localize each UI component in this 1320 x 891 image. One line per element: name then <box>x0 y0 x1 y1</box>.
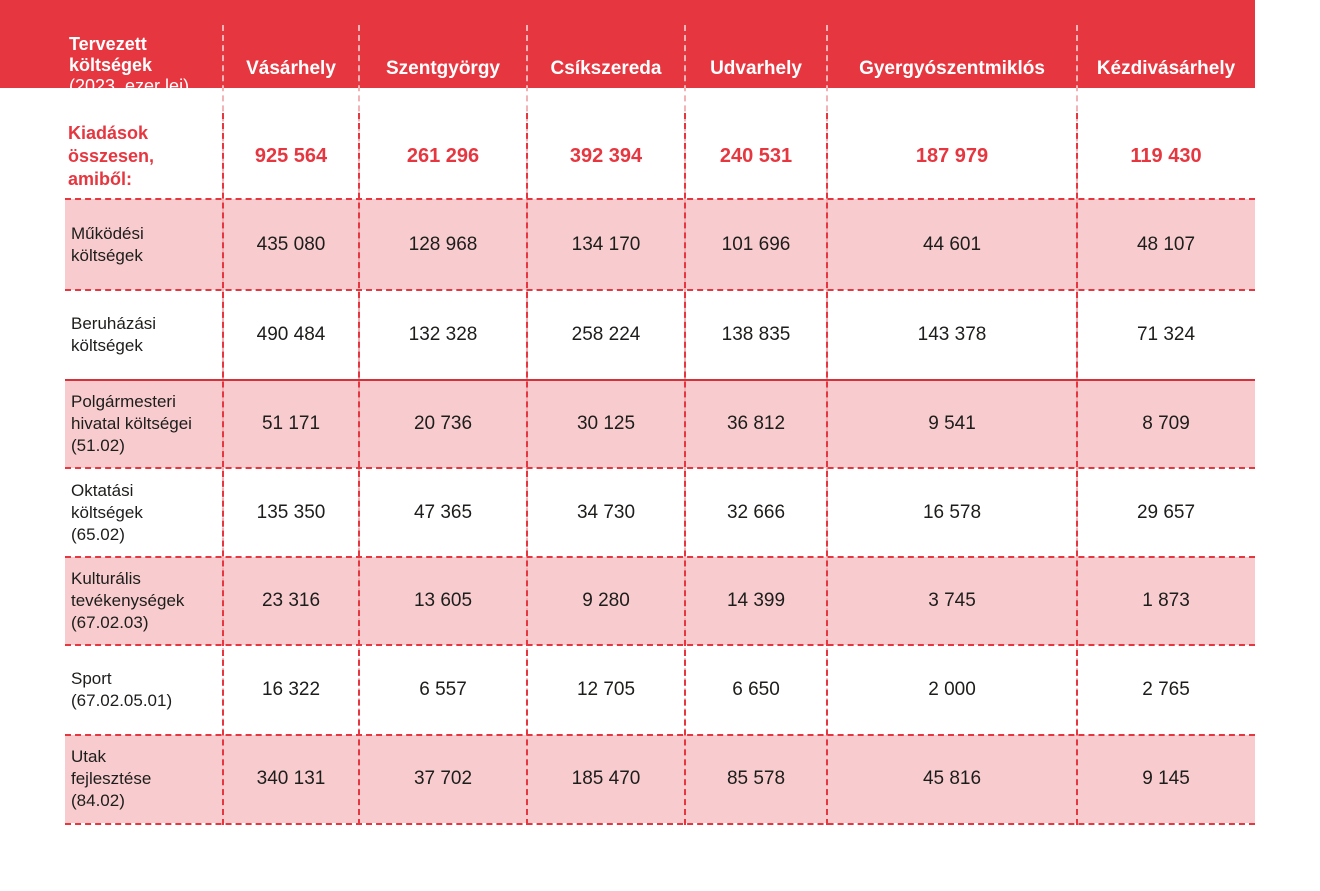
total-value: 392 394 <box>569 144 643 167</box>
total-label: Kiadások összesen, amiből: <box>68 122 155 189</box>
table-cell: 6 650 <box>732 679 780 700</box>
row-divider <box>65 289 1255 291</box>
header-city-gyergyoszentmiklos: Gyergyószentmiklós <box>859 58 1045 79</box>
row-divider <box>65 467 1255 469</box>
table-cell: 2 765 <box>1142 679 1190 700</box>
header-city-udvarhely: Udvarhely <box>710 58 802 79</box>
table-cell: 47 365 <box>413 501 473 523</box>
table-cell: 20 736 <box>413 413 473 434</box>
table-cell: 48 107 <box>1136 233 1196 255</box>
header-city-csikszereda: Csíkszereda <box>550 58 662 79</box>
row-divider <box>65 198 1255 200</box>
table-cell: 6 557 <box>419 679 467 700</box>
header-label-line2: költségek <box>69 55 153 75</box>
row-label-culture: Kulturális tevékenységek (67.02.03) <box>71 569 185 632</box>
header-city-vasarhely: Vásárhely <box>246 58 336 79</box>
table-cell: 37 702 <box>413 768 473 789</box>
table-cell: 34 730 <box>576 501 636 523</box>
total-value: 119 430 <box>1130 144 1202 167</box>
column-divider <box>826 113 828 825</box>
table-cell: 36 812 <box>726 413 786 434</box>
table-cell: 14 399 <box>726 590 786 611</box>
table-cell: 16 322 <box>261 679 321 700</box>
table-cell: 12 705 <box>576 679 636 700</box>
row-divider <box>65 556 1255 558</box>
table-cell: 101 696 <box>721 233 791 255</box>
table-cell: 9 280 <box>582 590 630 611</box>
table-cell: 71 324 <box>1136 324 1196 345</box>
table-cell: 29 657 <box>1136 501 1196 523</box>
row-label-education: Oktatási költségek (65.02) <box>71 480 143 544</box>
table-cell: 132 328 <box>408 324 478 345</box>
table-cell: 23 316 <box>261 590 321 611</box>
table-cell: 340 131 <box>256 768 326 789</box>
table-cell: 135 350 <box>256 501 326 523</box>
table-cell: 435 080 <box>256 233 326 255</box>
row-label-mayor-office: Polgármesteri hivatal költségei (51.02) <box>71 392 192 455</box>
header-label-line1: Tervezett <box>69 34 147 54</box>
total-value: 261 296 <box>406 144 480 167</box>
row-divider <box>65 823 1255 825</box>
column-divider <box>526 113 528 825</box>
column-divider <box>1076 113 1078 825</box>
table-cell: 138 835 <box>721 324 791 345</box>
total-value: 187 979 <box>915 144 989 167</box>
row-label-investment: Beruházási költségek <box>71 314 157 355</box>
table-cell: 1 873 <box>1142 590 1190 611</box>
table-cell: 44 601 <box>922 233 982 255</box>
header-label-unit: (2023, ezer lej) <box>69 76 190 96</box>
row-divider <box>65 734 1255 736</box>
table-cell: 13 605 <box>413 590 473 611</box>
header-city-szentgyorgy: Szentgyörgy <box>385 58 501 79</box>
table-cell: 143 378 <box>917 324 987 345</box>
table-cell: 2 000 <box>928 679 976 700</box>
row-divider <box>65 644 1255 646</box>
total-value: 240 531 <box>719 144 793 167</box>
table-cell: 185 470 <box>571 768 641 789</box>
row-label-roads: Utak fejlesztése (84.02) <box>71 747 152 810</box>
table-cell: 32 666 <box>726 501 786 523</box>
table-cell: 51 171 <box>261 413 321 434</box>
table-cell: 128 968 <box>408 233 478 255</box>
table-cell: 45 816 <box>922 768 982 789</box>
column-divider <box>222 113 224 825</box>
table-cell: 85 578 <box>726 768 786 789</box>
table-cell: 9 145 <box>1142 768 1190 789</box>
row-label-sport: Sport (67.02.05.01) <box>71 669 173 710</box>
section-divider <box>65 379 1255 381</box>
header-city-kezdivasarhely: Kézdivásárhely <box>1096 58 1236 79</box>
table-cell: 8 709 <box>1142 413 1190 434</box>
total-value: 925 564 <box>254 144 328 167</box>
table-cell: 258 224 <box>571 324 641 345</box>
table-cell: 16 578 <box>922 501 982 523</box>
table-cell: 490 484 <box>256 324 326 345</box>
table-cell: 3 745 <box>928 590 976 611</box>
table-cell: 9 541 <box>928 413 976 434</box>
table-cell: 30 125 <box>576 413 636 434</box>
header-label <box>65 25 223 113</box>
column-divider <box>684 113 686 825</box>
table-cell: 134 170 <box>571 233 641 255</box>
column-divider <box>358 113 360 825</box>
row-label-operating: Működési költségek <box>71 223 144 265</box>
